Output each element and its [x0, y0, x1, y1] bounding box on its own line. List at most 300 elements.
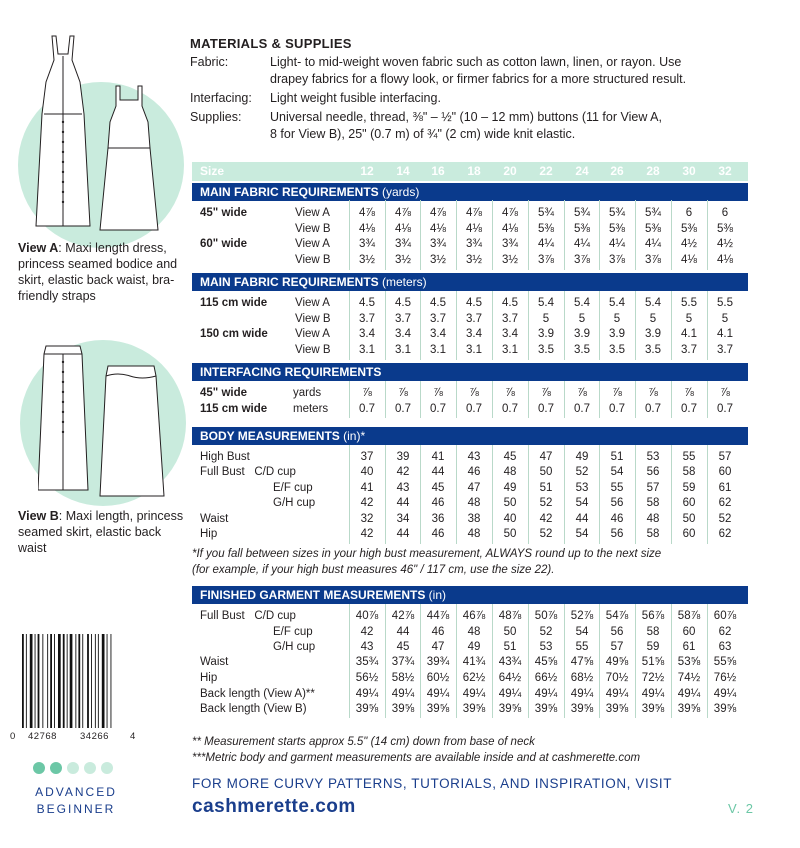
table-cell: 39⅝	[713, 703, 737, 715]
table-cell: 48	[467, 497, 481, 509]
materials-line: Light weight fusible interfacing.	[270, 91, 441, 105]
size-header-label: Size	[200, 164, 225, 178]
website-link[interactable]: cashmerette.com	[192, 796, 356, 817]
table-cell: 4.1	[717, 328, 733, 340]
table-cell: 54	[575, 626, 589, 638]
table-cell: 0.7	[609, 403, 625, 415]
table-cell: 42	[360, 497, 374, 509]
row-fabric-width: 45" wide	[200, 207, 247, 219]
row-label: Hip	[200, 528, 218, 540]
row-label: View A	[295, 207, 330, 219]
table-cell: 47⅝	[570, 656, 594, 668]
barcode-bar	[67, 634, 68, 728]
barcode-bar	[54, 634, 55, 728]
barcode-bar	[70, 634, 73, 728]
table-cell: 52⅞	[570, 610, 594, 622]
table-cell: 4.5	[502, 297, 518, 309]
table-cell: 46	[431, 497, 445, 509]
table-cell: 47	[467, 482, 481, 494]
table-cell: 46	[431, 528, 445, 540]
table-cell: 3.1	[466, 344, 482, 356]
table-cell: 39	[396, 451, 410, 463]
table-cell: 49¼	[498, 688, 522, 700]
view-a-caption	[18, 240, 188, 304]
table-cell: 58	[646, 528, 660, 540]
table-cell: ⅞	[362, 387, 372, 399]
table-cell: 3.1	[395, 344, 411, 356]
table-cell: 60	[682, 528, 696, 540]
table-cell: ⅞	[433, 387, 443, 399]
table-cell: 3.1	[502, 344, 518, 356]
table-cell: 49¼	[426, 688, 450, 700]
table-cell: 54	[610, 466, 624, 478]
table-cell: 3.9	[609, 328, 625, 340]
table-cell: 46⅞	[462, 610, 486, 622]
table-cell: 48	[467, 626, 481, 638]
table-cell: 39⅝	[426, 703, 450, 715]
table-cell: 5⅜	[681, 223, 697, 235]
table-cell: 43	[396, 482, 410, 494]
table-cell: 3¾	[466, 238, 482, 250]
view-b-label: View B	[18, 509, 59, 523]
table-cell: 40	[503, 513, 517, 525]
table-cell: 3½	[466, 254, 482, 266]
table-cell: 57	[610, 641, 624, 653]
skill-level-line2: BEGINNER	[36, 802, 116, 816]
table-cell: 4¼	[574, 238, 590, 250]
table-cell: 42	[396, 466, 410, 478]
table-cell: 56	[610, 626, 624, 638]
view-a-label: View A	[18, 241, 59, 255]
table-cell: 5.4	[538, 297, 554, 309]
section-title: MAIN FABRIC REQUIREMENTS	[200, 275, 379, 289]
materials-line: drapey fabrics for a flowy look, or firmer fabrics for a more structured result.	[270, 71, 687, 86]
table-cell: 52	[718, 513, 732, 525]
promo-text: FOR MORE CURVY PATTERNS, TUTORIALS, AND INSPIRATION, VISIT	[192, 776, 673, 791]
row-label: E/F cup	[273, 626, 313, 638]
table-cell: 5.4	[609, 297, 625, 309]
table-cell: 3.7	[395, 313, 411, 325]
table-cell: 61	[682, 641, 696, 653]
materials-label: Fabric:	[190, 55, 229, 69]
table-cell: 59	[682, 482, 696, 494]
body-measure-note-line2: (for example, if your high bust measures 46" / 117 cm, use the size 22).	[192, 564, 555, 576]
table-cell: 55	[575, 641, 589, 653]
section-finished-garment	[192, 586, 748, 604]
table-cell: 39⅝	[570, 703, 594, 715]
table-cell: 3½	[395, 254, 411, 266]
table-cell: 5.4	[645, 297, 661, 309]
barcode-image	[18, 634, 126, 730]
table-cell: 45	[396, 641, 410, 653]
table-cell: 62	[718, 528, 732, 540]
table-cell: 3.5	[574, 344, 590, 356]
table-cell: 4.5	[359, 297, 375, 309]
table-cell: 4⅛	[430, 223, 446, 235]
row-label: View B	[295, 344, 331, 356]
table-cell: 3⅞	[538, 254, 554, 266]
table-cell: 61	[718, 482, 732, 494]
view-b-caption	[18, 508, 188, 556]
table-cell: 58	[682, 466, 696, 478]
table-cell: 0.7	[430, 403, 446, 415]
materials-title: MATERIALS & SUPPLIES	[190, 36, 352, 51]
table-cell: 51	[503, 641, 517, 653]
table-cell: 3⅞	[645, 254, 661, 266]
table-cell: 0.7	[538, 403, 554, 415]
table-cell: 56	[610, 497, 624, 509]
table-cell: 58⅞	[677, 610, 701, 622]
section-unit: (yards)	[378, 185, 420, 199]
size-column-header: 14	[396, 164, 410, 178]
table-cell: 43	[360, 641, 374, 653]
barcode-bar	[111, 634, 112, 728]
table-cell: 51	[610, 451, 624, 463]
table-cell: 5¾	[609, 207, 625, 219]
table-cell: 39⅝	[391, 703, 415, 715]
table-cell: 44	[396, 626, 410, 638]
table-cell: 0.7	[359, 403, 375, 415]
table-cell: 48	[467, 528, 481, 540]
table-cell: 52	[575, 466, 589, 478]
size-column-header: 20	[503, 164, 517, 178]
table-cell: 37¾	[391, 656, 415, 668]
table-cell: 4¼	[609, 238, 625, 250]
row-label: G/H cup	[273, 497, 316, 509]
table-cell: 47	[431, 641, 445, 653]
table-cell: 0.7	[502, 403, 518, 415]
barcode-bar	[58, 634, 61, 728]
table-cell: 62	[718, 626, 732, 638]
skill-level-line1: ADVANCED	[35, 785, 117, 799]
body-measure-note-line1: *If you fall between sizes in your high bust measurement, ALWAYS round up to the next size	[192, 548, 662, 560]
table-cell: 3½	[502, 254, 518, 266]
size-column-header: 12	[360, 164, 374, 178]
table-cell: 39⅝	[355, 703, 379, 715]
barcode-bar	[78, 634, 80, 728]
table-cell: 37	[360, 451, 374, 463]
table-cell: 52	[539, 528, 553, 540]
table-cell: 50⅞	[534, 610, 558, 622]
table-cell: 3.4	[466, 328, 482, 340]
materials-label: Interfacing:	[190, 91, 252, 105]
footnote-metric: ***Metric body and garment measurements are available inside and at cashmerette.com	[192, 752, 641, 764]
row-label: View B	[295, 254, 331, 266]
size-header-bar	[192, 162, 748, 181]
table-cell: 54	[575, 528, 589, 540]
table-cell: 5	[542, 313, 550, 325]
table-cell: 3.4	[395, 328, 411, 340]
table-cell: 72½	[641, 672, 665, 684]
skill-dot-filled	[33, 762, 45, 774]
table-cell: 4¼	[645, 238, 661, 250]
barcode-bar	[63, 634, 65, 728]
table-cell: 3.9	[574, 328, 590, 340]
row-label: View B	[295, 223, 331, 235]
materials-text	[270, 54, 790, 87]
table-cell: 49	[575, 451, 589, 463]
table-cell: 4⅛	[395, 223, 411, 235]
table-cell: ⅞	[648, 387, 658, 399]
skill-dot-empty	[101, 762, 113, 774]
table-cell: 60½	[426, 672, 450, 684]
table-cell: 3.5	[609, 344, 625, 356]
table-cell: 4¼	[538, 238, 554, 250]
table-cell: 0.7	[645, 403, 661, 415]
table-cell: 49¼	[641, 688, 665, 700]
row-label: Full Bust C/D cup	[200, 466, 296, 478]
table-cell: 5	[721, 313, 729, 325]
section-title: FINISHED GARMENT MEASUREMENTS	[200, 588, 426, 602]
table-cell: 4⅛	[502, 223, 518, 235]
table-cell: 57	[646, 482, 660, 494]
table-cell: ⅞	[469, 387, 479, 399]
row-label: yards	[293, 387, 322, 399]
table-cell: 5⅜	[538, 223, 554, 235]
table-cell: 48⅞	[498, 610, 522, 622]
materials-label: Supplies:	[190, 110, 242, 124]
table-cell: 63	[718, 641, 732, 653]
table-cell: 5	[613, 313, 621, 325]
barcode-bar	[47, 634, 48, 728]
section-interfacing	[192, 363, 748, 381]
section-unit: (meters)	[378, 275, 427, 289]
table-cell: 49¼	[713, 688, 737, 700]
table-cell: 59	[646, 641, 660, 653]
section-title: BODY MEASUREMENTS	[200, 429, 340, 443]
table-cell: 3.5	[645, 344, 661, 356]
table-cell: 42	[539, 513, 553, 525]
barcode-bar	[98, 634, 99, 728]
barcode-bar	[87, 634, 89, 728]
section-unit: (in)	[425, 588, 447, 602]
skill-dot-empty	[67, 762, 79, 774]
table-cell: 39⅝	[605, 703, 629, 715]
materials-line: Universal needle, thread, ⅜" – ½" (10 – 12 mm) buttons (11 for View A,	[270, 110, 662, 124]
row-label: Back length (View B)	[200, 703, 307, 715]
table-cell: 4⅞	[430, 207, 446, 219]
table-cell: 3¾	[395, 238, 411, 250]
table-cell: 3.4	[502, 328, 518, 340]
row-label: G/H cup	[273, 641, 316, 653]
table-cell: 49¼	[355, 688, 379, 700]
table-cell: 39¾	[426, 656, 450, 668]
table-cell: 64½	[498, 672, 522, 684]
table-cell: 54⅞	[605, 610, 629, 622]
table-cell: 5⅜	[609, 223, 625, 235]
table-cell: 4½	[717, 238, 733, 250]
table-cell: 5	[578, 313, 586, 325]
table-cell: 49¼	[534, 688, 558, 700]
view-a-dress-sketch	[28, 30, 168, 238]
table-cell: 53⅝	[677, 656, 701, 668]
row-label: Back length (View A)**	[200, 688, 315, 700]
table-cell: 46	[610, 513, 624, 525]
row-label: Waist	[200, 656, 229, 668]
table-cell: 3½	[359, 254, 375, 266]
table-cell: 0.7	[395, 403, 411, 415]
table-cell: 68½	[570, 672, 594, 684]
size-column-header: 18	[467, 164, 481, 178]
materials-text	[270, 90, 790, 107]
barcode-bar	[30, 634, 33, 728]
table-cell: 60	[718, 466, 732, 478]
barcode-digit-1: 0	[10, 731, 16, 742]
table-cell: 48	[646, 513, 660, 525]
table-cell: 55	[682, 451, 696, 463]
table-cell: 4.5	[430, 297, 446, 309]
barcode-bar	[102, 634, 105, 728]
table-cell: ⅞	[577, 387, 587, 399]
table-cell: 60⅞	[713, 610, 737, 622]
table-cell: 44	[431, 466, 445, 478]
table-cell: 5⅜	[645, 223, 661, 235]
row-fabric-width: 115 cm wide	[200, 297, 268, 309]
row-label: Full Bust C/D cup	[200, 610, 296, 622]
table-cell: 36	[431, 513, 445, 525]
table-cell: 40⅞	[355, 610, 379, 622]
view-b-description: : Maxi length, princess seamed skirt, elastic back waist	[18, 509, 184, 555]
table-cell: 50	[503, 497, 517, 509]
barcode-bar	[91, 634, 92, 728]
table-cell: 3.9	[538, 328, 554, 340]
table-cell: 49¼	[462, 688, 486, 700]
table-cell: 4⅞	[395, 207, 411, 219]
table-cell: 42	[360, 626, 374, 638]
table-cell: 3.7	[359, 313, 375, 325]
table-cell: 47	[539, 451, 553, 463]
table-cell: 39⅝	[677, 703, 701, 715]
table-cell: 46	[467, 466, 481, 478]
table-cell: 42	[360, 528, 374, 540]
row-label: View A	[295, 297, 330, 309]
table-cell: 4.5	[395, 297, 411, 309]
table-cell: 35¾	[355, 656, 379, 668]
table-cell: 49	[503, 482, 517, 494]
size-column-header: 26	[610, 164, 624, 178]
table-cell: 53	[539, 641, 553, 653]
table-cell: 56⅞	[641, 610, 665, 622]
table-cell: 3½	[430, 254, 446, 266]
table-cell: 0.7	[717, 403, 733, 415]
table-cell: 41¾	[462, 656, 486, 668]
table-cell: ⅞	[541, 387, 551, 399]
section-main-fabric-yards	[192, 183, 748, 201]
skill-dot-filled	[50, 762, 62, 774]
table-cell: 55	[610, 482, 624, 494]
barcode-bar	[82, 634, 83, 728]
table-cell: 32	[360, 513, 374, 525]
table-cell: 46	[431, 626, 445, 638]
barcode-bar	[35, 634, 36, 728]
table-cell: 6	[685, 207, 693, 219]
row-fabric-width: 115 cm wide	[200, 403, 268, 415]
table-cell: 44	[575, 513, 589, 525]
barcode-digit-4: 4	[130, 731, 136, 742]
table-cell: 62	[718, 497, 732, 509]
table-cell: 4⅛	[717, 254, 733, 266]
table-cell: 49¼	[605, 688, 629, 700]
table-cell: 58½	[391, 672, 415, 684]
barcode-bar	[50, 634, 52, 728]
table-cell: ⅞	[684, 387, 694, 399]
size-column-header: 30	[682, 164, 696, 178]
table-cell: 43¾	[498, 656, 522, 668]
table-cell: 3.4	[430, 328, 446, 340]
table-cell: 56	[610, 528, 624, 540]
table-cell: 0.7	[681, 403, 697, 415]
barcode-bar	[95, 634, 96, 728]
table-cell: 3¾	[430, 238, 446, 250]
row-fabric-width: 150 cm wide	[200, 328, 268, 340]
size-column-header: 16	[431, 164, 445, 178]
table-cell: 52	[539, 626, 553, 638]
row-fabric-width: 60" wide	[200, 238, 247, 250]
table-cell: 50	[503, 626, 517, 638]
table-cell: 53	[646, 451, 660, 463]
barcode-bar	[42, 634, 43, 728]
table-cell: 38	[467, 513, 481, 525]
section-body-measurements	[192, 427, 748, 445]
table-cell: 42⅞	[391, 610, 415, 622]
table-cell: 44	[396, 497, 410, 509]
table-cell: 53	[575, 482, 589, 494]
table-cell: 58	[646, 497, 660, 509]
table-cell: 5⅜	[574, 223, 590, 235]
skill-dot-empty	[84, 762, 96, 774]
row-label: E/F cup	[273, 482, 313, 494]
table-cell: 49	[467, 641, 481, 653]
table-cell: ⅞	[398, 387, 408, 399]
barcode-bar	[107, 634, 108, 728]
row-label: View B	[295, 313, 331, 325]
table-cell: 50	[682, 513, 696, 525]
size-column-header: 28	[646, 164, 660, 178]
table-cell: ⅞	[720, 387, 730, 399]
table-cell: 60	[682, 497, 696, 509]
row-label: meters	[293, 403, 329, 415]
table-cell: 4⅞	[466, 207, 482, 219]
table-cell: 49¼	[570, 688, 594, 700]
row-label: Hip	[200, 672, 218, 684]
materials-line: Light- to mid-weight woven fabric such as cotton lawn, linen, or rayon. Use	[270, 55, 682, 69]
table-cell: 49¼	[677, 688, 701, 700]
table-cell: 43	[467, 451, 481, 463]
table-cell: 51	[539, 482, 553, 494]
section-main-fabric-meters	[192, 273, 748, 291]
table-cell: 3.7	[466, 313, 482, 325]
row-fabric-width: 45" wide	[200, 387, 247, 399]
table-cell: 4.5	[466, 297, 482, 309]
table-cell: 49⅝	[605, 656, 629, 668]
table-cell: 4⅛	[466, 223, 482, 235]
table-cell: 3.7	[681, 344, 697, 356]
table-cell: 45	[503, 451, 517, 463]
table-cell: ⅞	[612, 387, 622, 399]
barcode-digit-2: 42768	[28, 731, 57, 742]
table-cell: 56	[646, 466, 660, 478]
view-a-description: : Maxi length dress, princess seamed bodice and skirt, elastic back waist, bra-friendly straps	[18, 241, 178, 303]
table-cell: 3.1	[359, 344, 375, 356]
size-column-header: 24	[575, 164, 589, 178]
table-cell: 76½	[713, 672, 737, 684]
table-cell: 3⅞	[609, 254, 625, 266]
table-cell: 50	[503, 528, 517, 540]
table-cell: 44	[396, 528, 410, 540]
table-cell: 44⅞	[426, 610, 450, 622]
table-cell: 45⅝	[534, 656, 558, 668]
table-cell: 56½	[355, 672, 379, 684]
